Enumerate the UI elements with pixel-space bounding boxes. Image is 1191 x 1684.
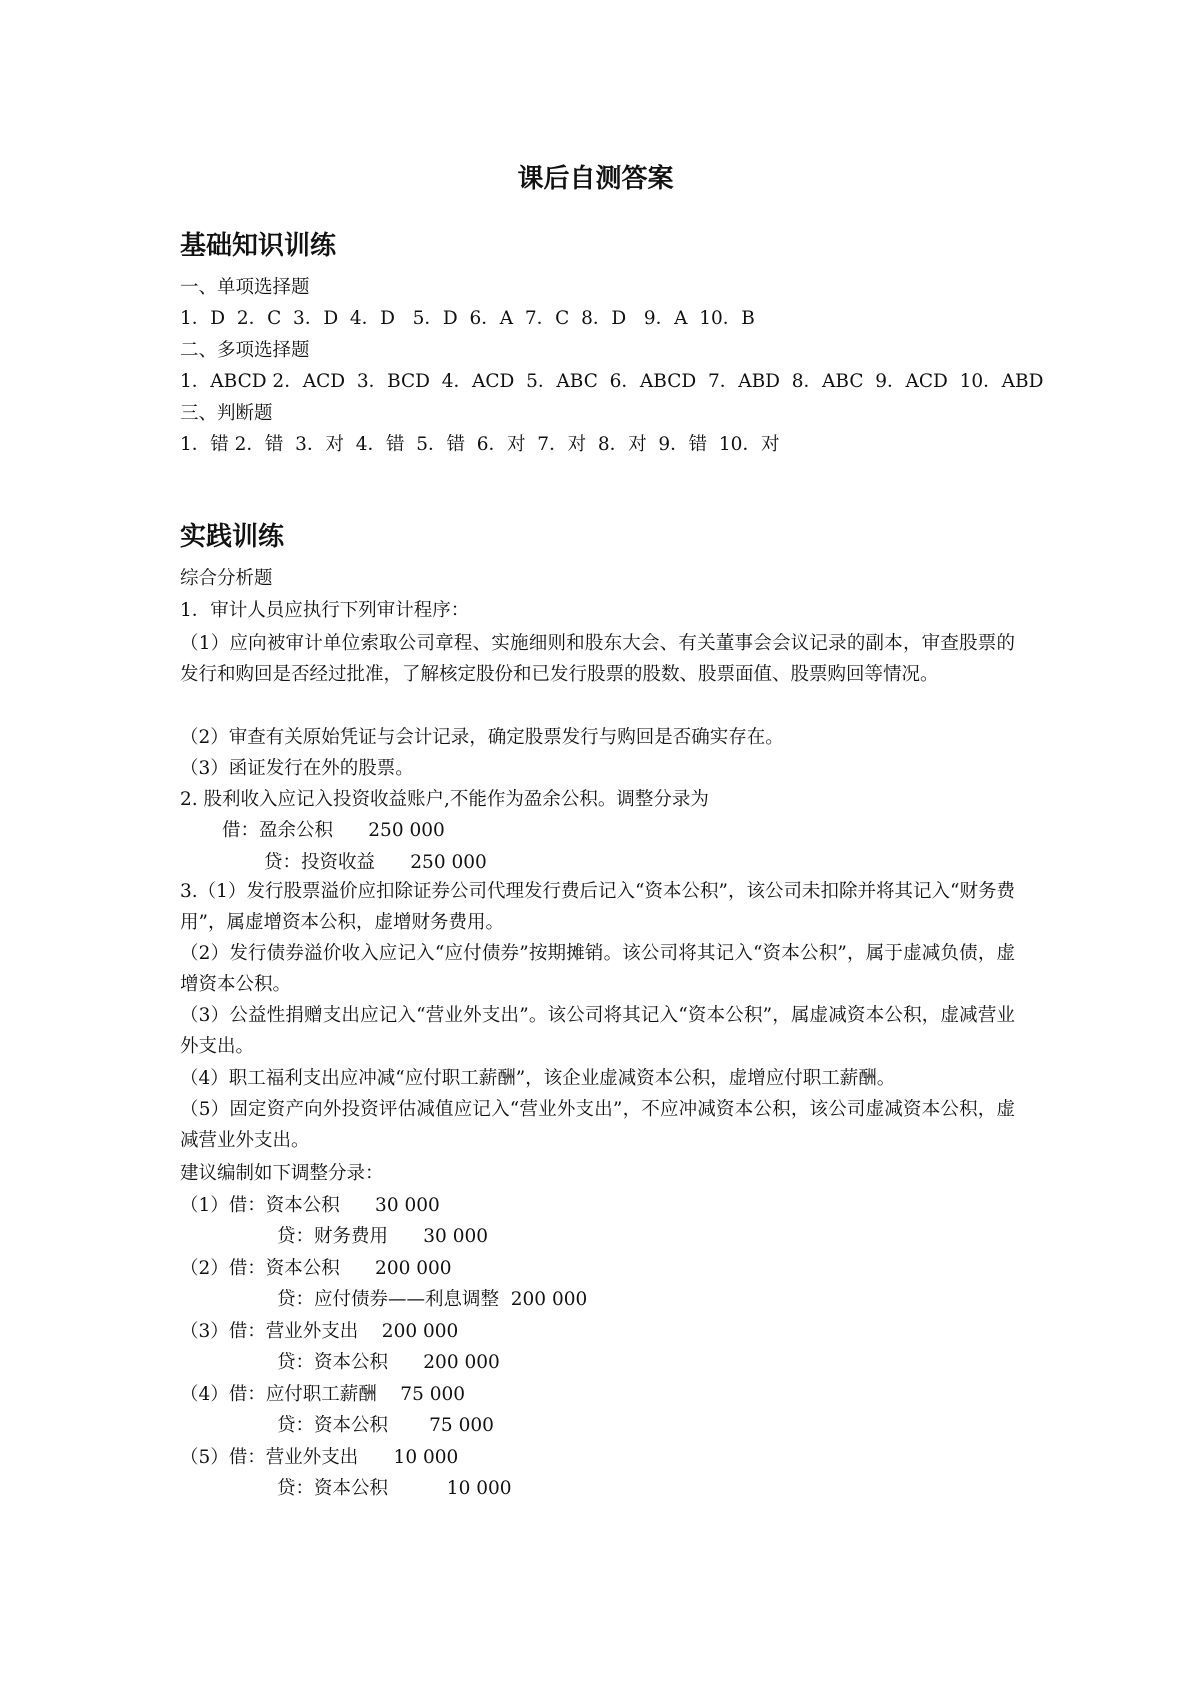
item1-paragraph-2: （2）审查有关原始凭证与会计记录，确定股票发行与购回是否确实存在。 [180, 727, 784, 748]
item3-paragraph-5: （5）固定资产向外投资评估减值应记入“营业外支出”，不应冲减资本公积，该公司虚减资本公积，虚减营业外支出。 [180, 1099, 1015, 1152]
item2-debit-entry: 借：盈余公积 250 000 [222, 820, 445, 841]
judgement-answers: 1．错 2．错 3．对 4．错 5．错 6．对 7．对 8．对 9．错 10．对 [180, 434, 780, 455]
entry-3-debit: （3）借：营业外支出 200 000 [180, 1321, 459, 1342]
adjustment-label: 建议编制如下调整分录： [180, 1163, 384, 1184]
single-choice-label: 一、单项选择题 [180, 277, 310, 298]
multi-choice-label: 二、多项选择题 [180, 340, 310, 361]
item3-paragraph-1: 3.（1）发行股票溢价应扣除证券公司代理发行费后记入“资本公积”，该公司未扣除并将其记入“财务费用”，属虚增资本公积，虚增财务费用。 [180, 881, 1015, 934]
page-title: 课后自测答案 [517, 164, 674, 194]
entry-4-credit: 贷：资本公积 75 000 [277, 1415, 494, 1436]
section-heading-practice: 实践训练 [180, 522, 285, 552]
entry-2-credit: 贷：应付债券——利息调整 200 000 [277, 1289, 588, 1310]
item2-title: 2. 股利收入应记入投资收益账户,不能作为盈余公积。调整分录为 [180, 789, 709, 810]
item3-paragraph-4: （4）职工福利支出应冲减“应付职工薪酬”，该企业虚减资本公积，虚增应付职工薪酬。 [180, 1068, 896, 1089]
entry-5-credit: 贷：资本公积 10 000 [277, 1478, 512, 1499]
section-heading-basic: 基础知识训练 [180, 231, 337, 261]
entry-4-debit: （4）借：应付职工薪酬 75 000 [180, 1384, 466, 1405]
entry-5-debit: （5）借：营业外支出 10 000 [180, 1447, 459, 1468]
item3-paragraph-2: （2）发行债券溢价收入应记入“应付债券”按期摊销。该公司将其记入“资本公积”，属于虚减负债，虚增资本公积。 [180, 943, 1015, 996]
item1-title: 1．审计人员应执行下列审计程序： [180, 600, 470, 621]
item2-credit-entry: 贷：投资收益 250 000 [264, 852, 487, 873]
multi-choice-answers: 1．ABCD 2．ACD 3．BCD 4．ACD 5．ABC 6．ABCD 7．ABD 8．ABC 9．ACD 10．ABD [180, 371, 1044, 392]
entry-3-credit: 贷：资本公积 200 000 [277, 1352, 500, 1373]
judgement-label: 三、判断题 [180, 403, 273, 424]
item3-paragraph-3: （3）公益性捐赠支出应记入“营业外支出”。该公司将其记入“资本公积”，属虚减资本公积，虚减营业外支出。 [180, 1005, 1015, 1058]
item1-paragraph-1: （1）应向被审计单位索取公司章程、实施细则和股东大会、有关董事会会议记录的副本，审查股票的发行和购回是否经过批准，了解核定股份和已发行股票的股数、股票面值、股票购回等情况。 [180, 633, 1015, 686]
entry-1-debit: （1）借：资本公积 30 000 [180, 1195, 440, 1216]
entry-1-credit: 贷：财务费用 30 000 [277, 1226, 489, 1247]
single-choice-answers: 1．D 2．C 3．D 4．D 5．D 6．A 7．C 8．D 9．A 10．B [180, 308, 755, 329]
analysis-label: 综合分析题 [180, 568, 273, 589]
item1-paragraph-3: （3）函证发行在外的股票。 [180, 758, 414, 779]
entry-2-debit: （2）借：资本公积 200 000 [180, 1258, 452, 1279]
